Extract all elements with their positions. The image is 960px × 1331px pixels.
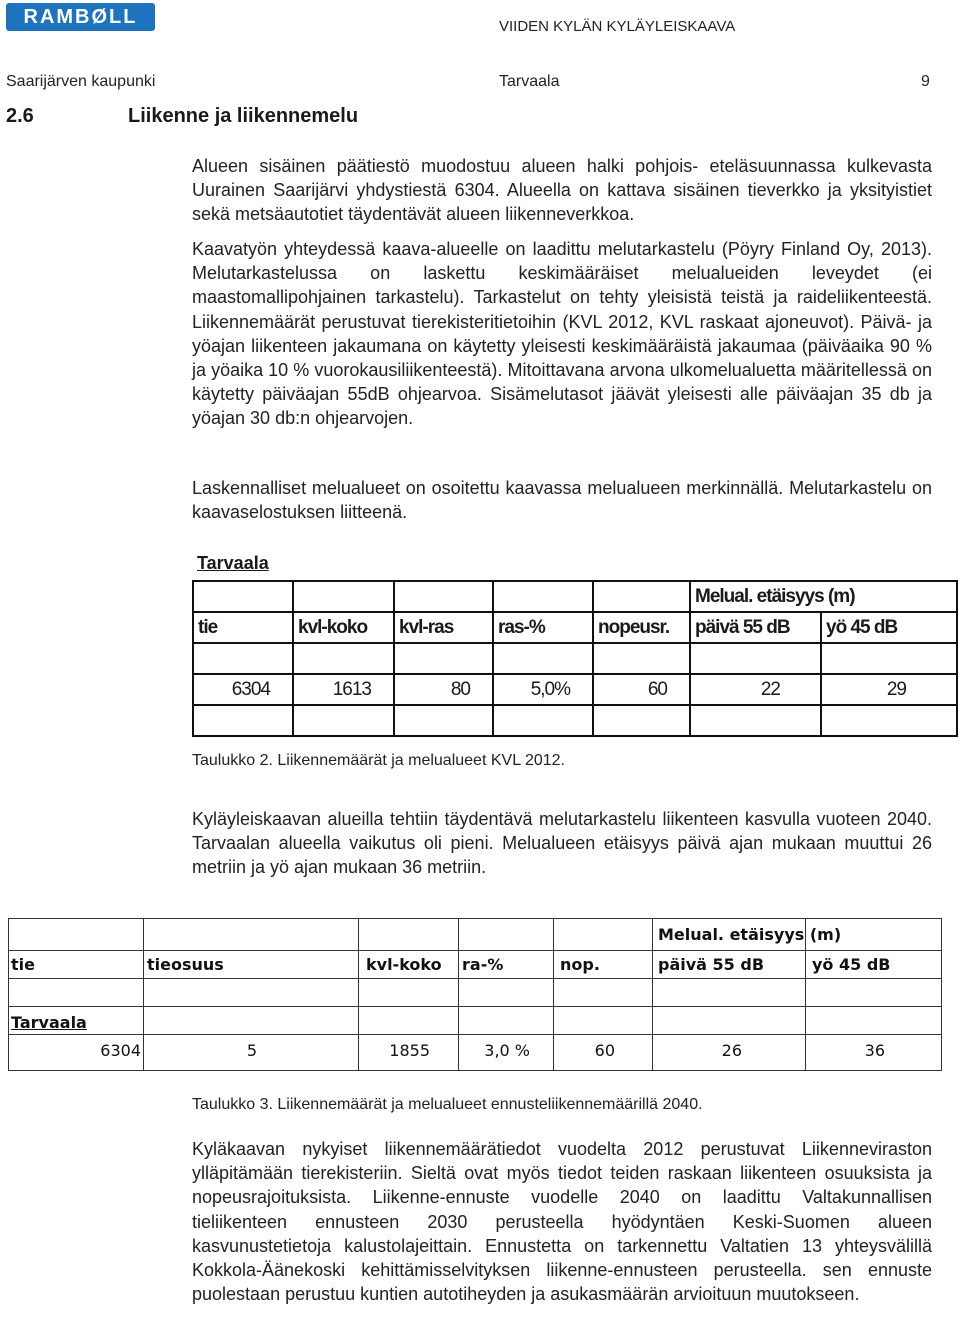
document-title: VIIDEN KYLÄN KYLÄYLEISKAAVA xyxy=(499,18,736,35)
paragraph-noise-zones: Laskennalliset melualueet on osoitettu kaavassa melualueen merkinnällä. Melutarkastelu on kaavaselostuksen liitteenä. xyxy=(192,478,932,523)
table2-group-header: Melual. etäisyys (m) xyxy=(690,581,957,612)
table2-cell-kvl-koko: 1613 xyxy=(293,674,394,705)
table3-cell-day: 26 xyxy=(721,1041,742,1060)
table2-header-nopeusr: nopeusr. xyxy=(593,612,690,643)
table2-cell-nopeusr: 60 xyxy=(593,674,690,705)
table2-cell-tie: 6304 xyxy=(193,674,293,705)
table3-cell-night: 36 xyxy=(864,1041,885,1060)
table2-header-night: yö 45 dB xyxy=(821,612,957,643)
paragraph-supplementary-study: Kyläyleiskaavan alueilla tehtiin täydentävä melutarkastelu liikenteen kasvulla vuoteen 2040. Tarvaalan alueella vaikutus oli pieni. Melualueen etäisyys päivä ajan mukaan muuttui 26 metriin ja yö ajan mukaan 36 metriin. xyxy=(192,809,932,878)
paragraph-noise-study: Kaavatyön yhteydessä kaava-alueelle on laadittu melutarkastelu (Pöyry Finland Oy, 2013). Melutarkastelussa on laskettu keskimääräiset melualueiden leveydet (ei maastomallipohjainen tarkastelu). Tarkastelut on tehty yleisistä teistä ja raideliikenteestä. Liikennemäärät perustuvat tierekisteritietoihin (KVL 2012, KVL raskaat ajoneuvot). Päivä- ja yöajan liikenteen jakaumana on käytetty yleisesti keskimääräistä jakaumaa (päiväaika 90 % ja yöaika 10 % vuorokausiliikenteestä). Mitoittavana arvona ulkomelualuetta määritellessä on käytetty päiväajan 55dB ohjearvoa. Sisämelutasot jäävät yleisesti alle päiväajan 35 db ja yöajan 30 db:n ohjearvojen. xyxy=(192,239,932,429)
table3-forecast xyxy=(8,918,942,1071)
table3-header-tieosuus: tieosuus xyxy=(147,955,224,974)
table2-title: Tarvaala xyxy=(197,553,269,573)
table2-cell-day: 22 xyxy=(690,674,821,705)
section-title: Liikenne ja liikennemelu xyxy=(128,105,359,127)
table3-cell-nop: 60 xyxy=(594,1041,615,1060)
table3-caption: Taulukko 3. Liikennemäärät ja melualueet ennusteliikennemäärillä 2040. xyxy=(192,1096,703,1113)
table3-section-label: Tarvaala xyxy=(11,1013,87,1032)
village-label: Tarvaala xyxy=(499,73,560,90)
table3-group-header: Melual. etäisyys (m) xyxy=(658,925,842,944)
table2-traffic-noise xyxy=(192,580,958,737)
table2-caption: Taulukko 2. Liikennemäärät ja melualueet KVL 2012. xyxy=(192,752,565,769)
page-number: 9 xyxy=(921,73,930,90)
table3-cell-tieosuus: 5 xyxy=(246,1041,257,1060)
paragraph-forecast-basis: Kyläkaavan nykyiset liikennemäärätiedot vuodelta 2012 perustuvat Liikenneviraston ylläpitämään tierekisteriin. Sieltä ovat myös tiedot teiden raskaan liikenteen osuuksista ja nopeusrajoituksista. Liikenne-ennuste vuodelle 2040 on laadittu Valtakunnallisen tieliikenteen ennusteen 2030 perusteella hyödyntäen Keski-Suomen alueen kasvunustetietoja kalustolajeittain. Ennustetta on tarkennettu Valtatien 13 yhteysvälillä Kokkola-Äänekoski kehittämisselvityksen liikenne-ennusteen perusteella. sen ennuste puolestaan perustuu kuntien autotiheyden ja asukasmäärän arvioituun muutokseen. xyxy=(192,1139,932,1305)
table2-cell-night: 29 xyxy=(821,674,957,705)
table2-header-tie: tie xyxy=(193,612,293,643)
table3-cell-tie: 6304 xyxy=(100,1041,141,1060)
ramboll-logo: RAMBØLL xyxy=(6,3,155,31)
table3-header-ra-pct: ra-% xyxy=(462,955,504,974)
table2-cell-kvl-ras: 80 xyxy=(394,674,493,705)
table3-header-nop: nop. xyxy=(560,955,600,974)
table3-header-kvl-koko: kvl-koko xyxy=(366,955,442,974)
table2-header-kvl-ras: kvl-ras xyxy=(394,612,493,643)
table3-cell-ra-pct: 3,0 % xyxy=(484,1041,530,1060)
table2-cell-ras-pct: 5,0% xyxy=(493,674,593,705)
table2-header-ras-pct: ras-% xyxy=(493,612,593,643)
table3-header-night: yö 45 dB xyxy=(812,955,891,974)
table3-cell-kvl-koko: 1855 xyxy=(389,1041,430,1060)
table2-header-day: päivä 55 dB xyxy=(690,612,821,643)
section-number: 2.6 xyxy=(6,105,34,127)
table3-header-tie: tie xyxy=(11,955,35,974)
municipality-label: Saarijärven kaupunki xyxy=(6,73,156,90)
table2-header-kvl-koko: kvl-koko xyxy=(293,612,394,643)
table3-header-day: päivä 55 dB xyxy=(658,955,765,974)
paragraph-road-network: Alueen sisäinen päätiestö muodostuu alueen halki pohjois- eteläsuunnassa kulkevasta Uurainen Saarijärvi yhdystiestä 6304. Alueella on kattava sisäinen tieverkko ja yksityistiet sekä metsäautotiet täydentävät alueen liikenneverkkoa. xyxy=(192,156,932,225)
